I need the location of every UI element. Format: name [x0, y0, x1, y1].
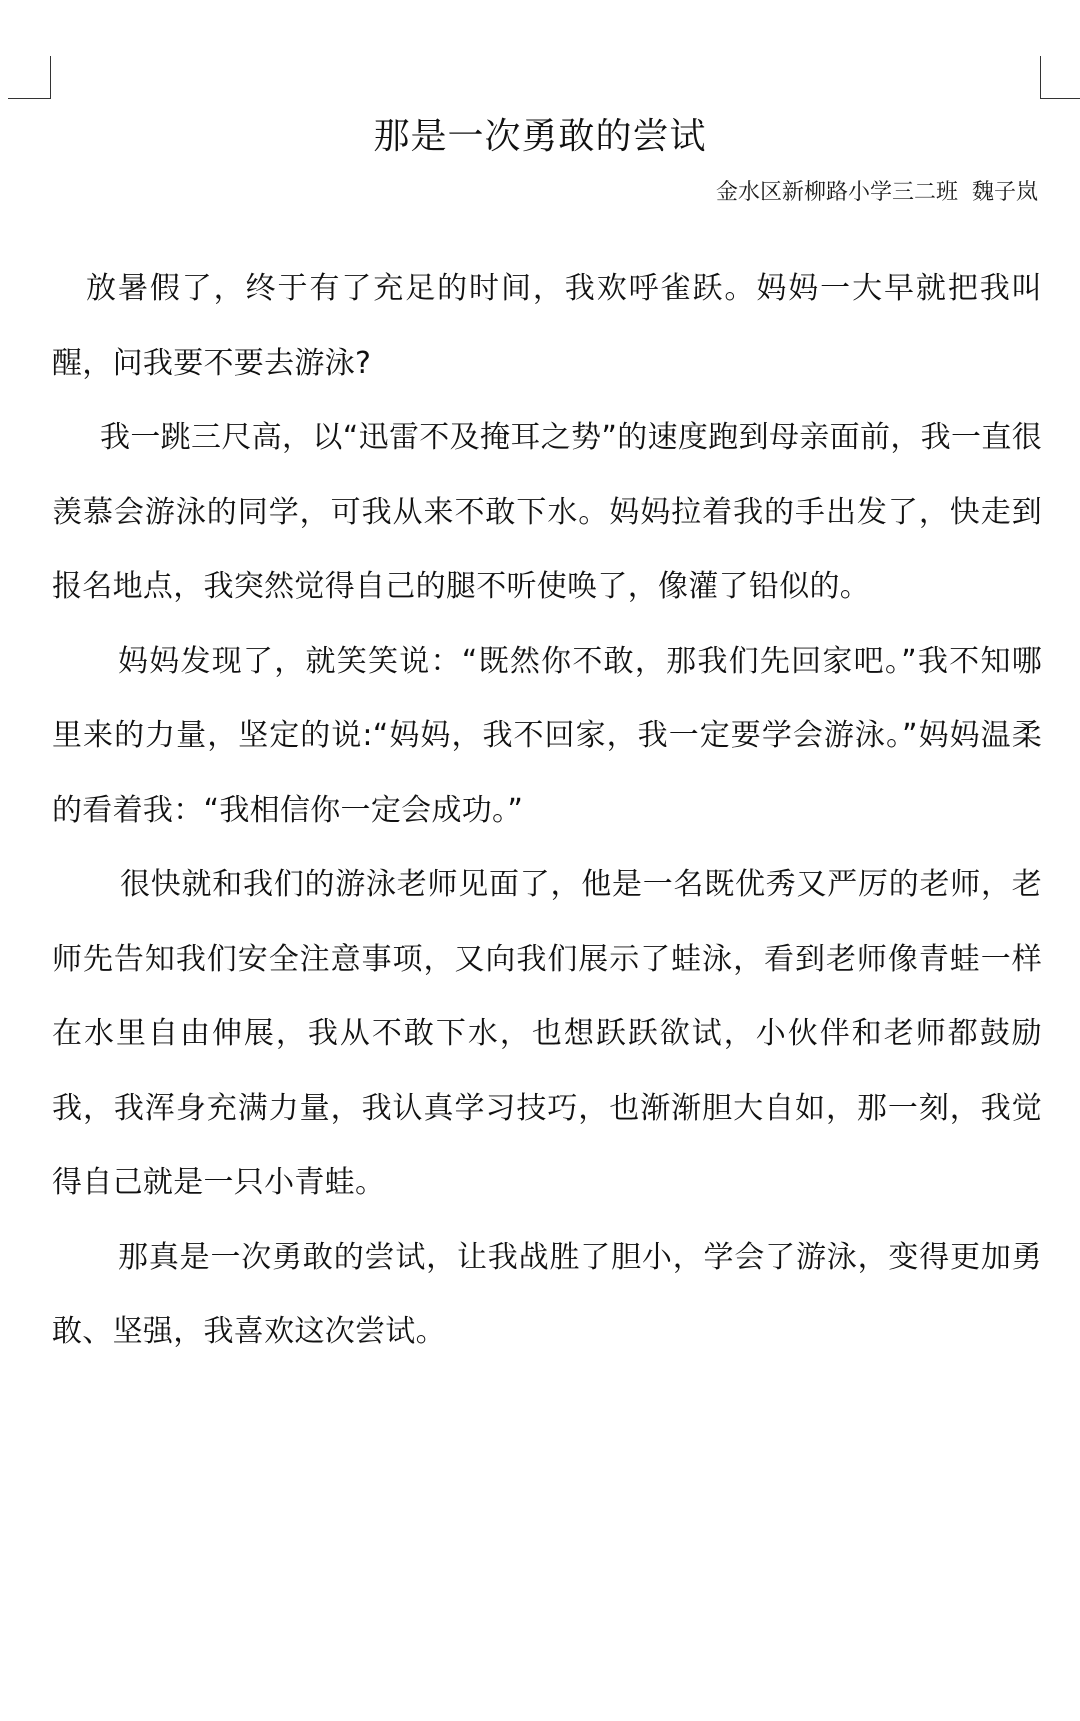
essay-title: 那是一次勇敢的尝试 — [373, 116, 707, 157]
paragraph-3: 妈妈发现了，就笑笑说：“既然你不敢，那我们先回家吧。”我不知哪里来的力量，坚定的说:“妈妈，我不回家，我一定要学会游泳。”妈妈温柔的看着我：“我相信你一定会成功。” — [52, 643, 1042, 828]
crop-mark-top-right — [1040, 56, 1080, 99]
paragraph-2: 我一跳三尺高，以“迅雷不及掩耳之势”的速度跑到母亲面前，我一直很羡慕会游泳的同学，可我从来不敢下水。妈妈拉着我的手出发了，快走到报名地点，我突然觉得自己的腿不听使唤了，像灌了铅似的。 — [52, 420, 1042, 604]
paragraph-1: 放暑假了，终于有了充足的时间，我欢呼雀跃。妈妈一大早就把我叫醒，问我要不要去游泳? — [52, 271, 1042, 381]
author-line: 金水区新柳路小学三二班 魏子岚 — [716, 180, 1038, 205]
paragraph-4: 很快就和我们的游泳老师见面了，他是一名既优秀又严厉的老师，老师先告知我们安全注意事项，又向我们展示了蛙泳，看到老师像青蛙一样在水里自由伸展，我从不敢下水，也想跃跃欲试，小伙伴和老师都鼓励我，我浑身充满力量，我认真学习技巧，也渐渐胆大自如，那一刻，我觉得自己就是一只小青蛙。 — [52, 867, 1042, 1200]
essay-body — [52, 252, 1042, 1370]
crop-mark-top-left — [8, 56, 51, 99]
paragraph-5: 那真是一次勇敢的尝试，让我战胜了胆小，学会了游泳，变得更加勇敢、坚强，我喜欢这次尝试。 — [52, 1239, 1042, 1349]
